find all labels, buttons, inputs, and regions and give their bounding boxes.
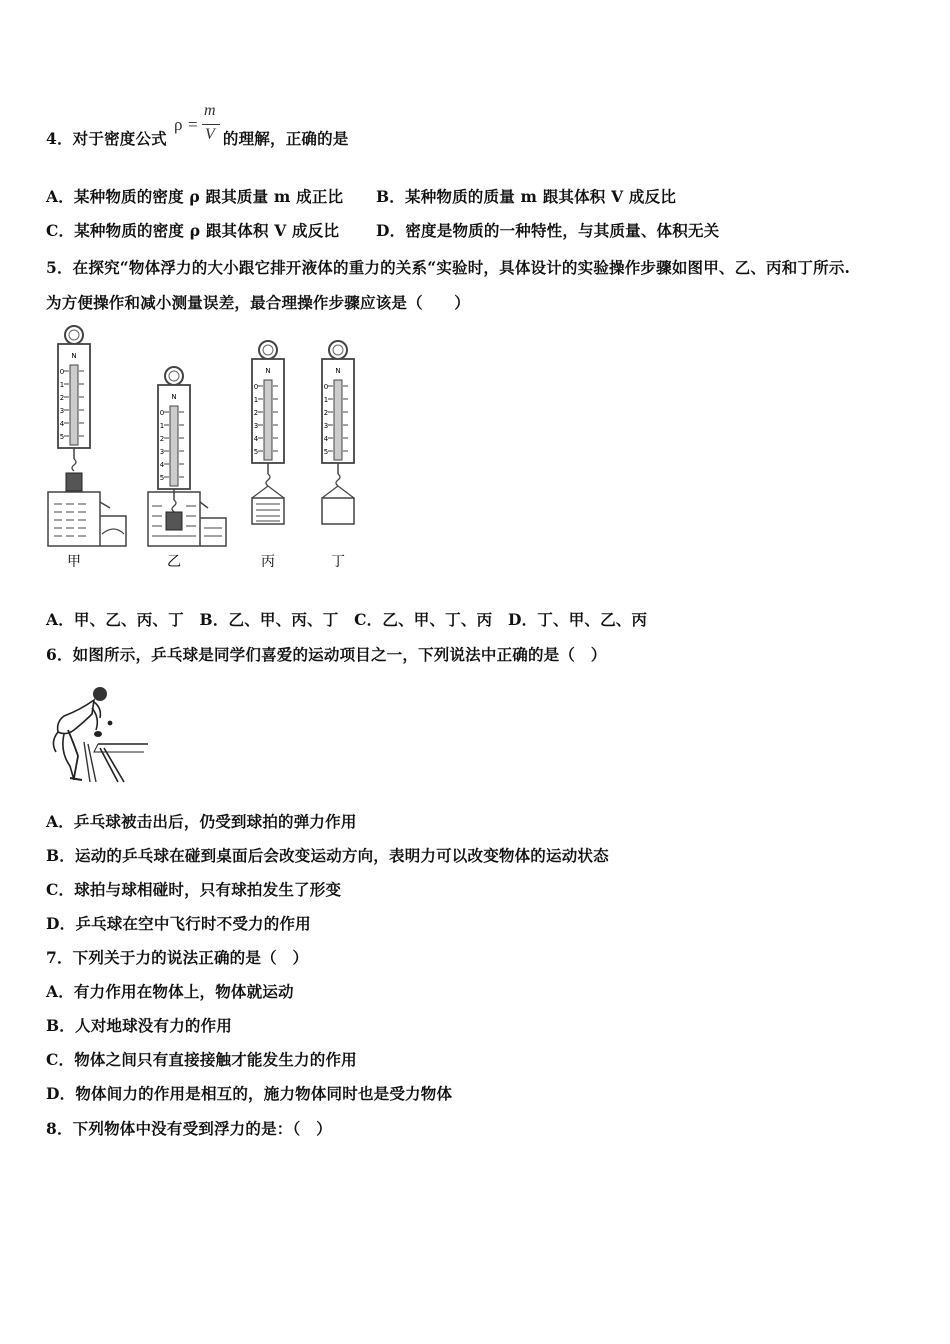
scale-bing-tick-2: 2 [253, 409, 259, 417]
q4-option-d: D．密度是物质的一种特性，与其质量、体积无关 [376, 221, 720, 240]
scale-jia-tick-2: 2 [59, 394, 65, 402]
scale-yi-n-label: N [171, 393, 177, 401]
scale-bing-n-label: N [265, 367, 271, 375]
q6-stem: 6．如图所示，乒乓球是同学们喜爱的运动项目之一，下列说法中正确的是（ ） [46, 645, 607, 664]
density-formula [174, 102, 224, 150]
scale-yi-tick-0: 0 [159, 409, 165, 417]
q7-option-d: D．物体间力的作用是相互的，施力物体同时也是受力物体 [46, 1084, 453, 1103]
formula-denominator: V [205, 126, 215, 143]
scale-ding-tick-0: 0 [323, 383, 329, 391]
q6-option-c: C．球拍与球相碰时，只有球拍发生了形变 [46, 880, 342, 899]
scale-yi-tick-1: 1 [159, 422, 165, 430]
q5-figure [44, 322, 364, 580]
scale-ding-tick-4: 4 [323, 435, 329, 443]
q6-option-d: D．乒乓球在空中飞行时不受力的作用 [46, 914, 311, 933]
q5-options: A．甲、乙、丙、丁 B．乙、甲、丙、丁 C．乙、甲、丁、丙 D．丁、甲、乙、丙 [46, 610, 648, 629]
formula-equals: = [188, 115, 198, 134]
q4-stem-start: 4．对于密度公式 [46, 129, 167, 148]
q4-option-c: C．某种物质的密度 ρ 跟其体积 V 成反比 [46, 221, 340, 240]
scale-yi-tick-5: 5 [159, 474, 165, 482]
scale-jia-tick-0: 0 [59, 368, 65, 376]
scale-jia-tick-5: 5 [59, 433, 65, 441]
figure-label-ding: 丁 [331, 554, 345, 570]
q7-option-c: C．物体之间只有直接接触才能发生力的作用 [46, 1050, 357, 1069]
fraction-bar [202, 124, 220, 125]
scale-bing-tick-4: 4 [253, 435, 259, 443]
scale-bing-tick-3: 3 [253, 422, 259, 430]
scale-ding-tick-1: 1 [323, 396, 329, 404]
formula-numerator: m [204, 102, 216, 119]
q7-stem: 7．下列关于力的说法正确的是（ ） [46, 948, 309, 967]
scale-yi-tick-3: 3 [159, 448, 165, 456]
formula-rho: ρ [174, 115, 183, 134]
scale-ding-tick-3: 3 [323, 422, 329, 430]
scale-jia-n-label: N [71, 352, 77, 360]
q5-stem-line2: 为方便操作和减小测量误差，最合理操作步骤应该是（ ） [46, 293, 470, 312]
q6-option-a: A．乒乓球被击出后，仍受到球拍的弹力作用 [46, 812, 357, 831]
figure-label-bing: 丙 [261, 554, 275, 570]
q6-option-b: B．运动的乒乓球在碰到桌面后会改变运动方向，表明力可以改变物体的运动状态 [46, 846, 609, 865]
scale-bing-tick-1: 1 [253, 396, 259, 404]
figure-label-jia: 甲 [67, 554, 81, 570]
scale-yi-tick-2: 2 [159, 435, 165, 443]
scale-jia-tick-1: 1 [59, 381, 65, 389]
q8-stem: 8．下列物体中没有受到浮力的是：（ ） [46, 1119, 332, 1138]
q7-option-b: B．人对地球没有力的作用 [46, 1016, 233, 1035]
q5-stem-line1: 5．在探究“物体浮力的大小跟它排开液体的重力的关系“实验时，具体设计的实验操作步骤如图甲、乙、丙和丁所示. [46, 258, 851, 277]
figure-label-yi: 乙 [167, 554, 181, 570]
q4-option-b: B．某种物质的质量 m 跟其体积 V 成反比 [376, 187, 677, 206]
scale-bing-tick-0: 0 [253, 383, 259, 391]
ping-pong-player-figure [44, 682, 154, 786]
scale-ding-tick-5: 5 [323, 448, 329, 456]
q7-option-a: A．有力作用在物体上，物体就运动 [46, 982, 294, 1001]
scale-ding-tick-2: 2 [323, 409, 329, 417]
scale-ding-n-label: N [335, 367, 341, 375]
scale-yi-tick-4: 4 [159, 461, 165, 469]
scale-jia-tick-3: 3 [59, 407, 65, 415]
q4-stem-end: 的理解，正确的是 [222, 129, 349, 148]
q4-option-a: A．某种物质的密度 ρ 跟其质量 m 成正比 [46, 187, 344, 206]
scale-jia-tick-4: 4 [59, 420, 65, 428]
scale-bing-tick-5: 5 [253, 448, 259, 456]
